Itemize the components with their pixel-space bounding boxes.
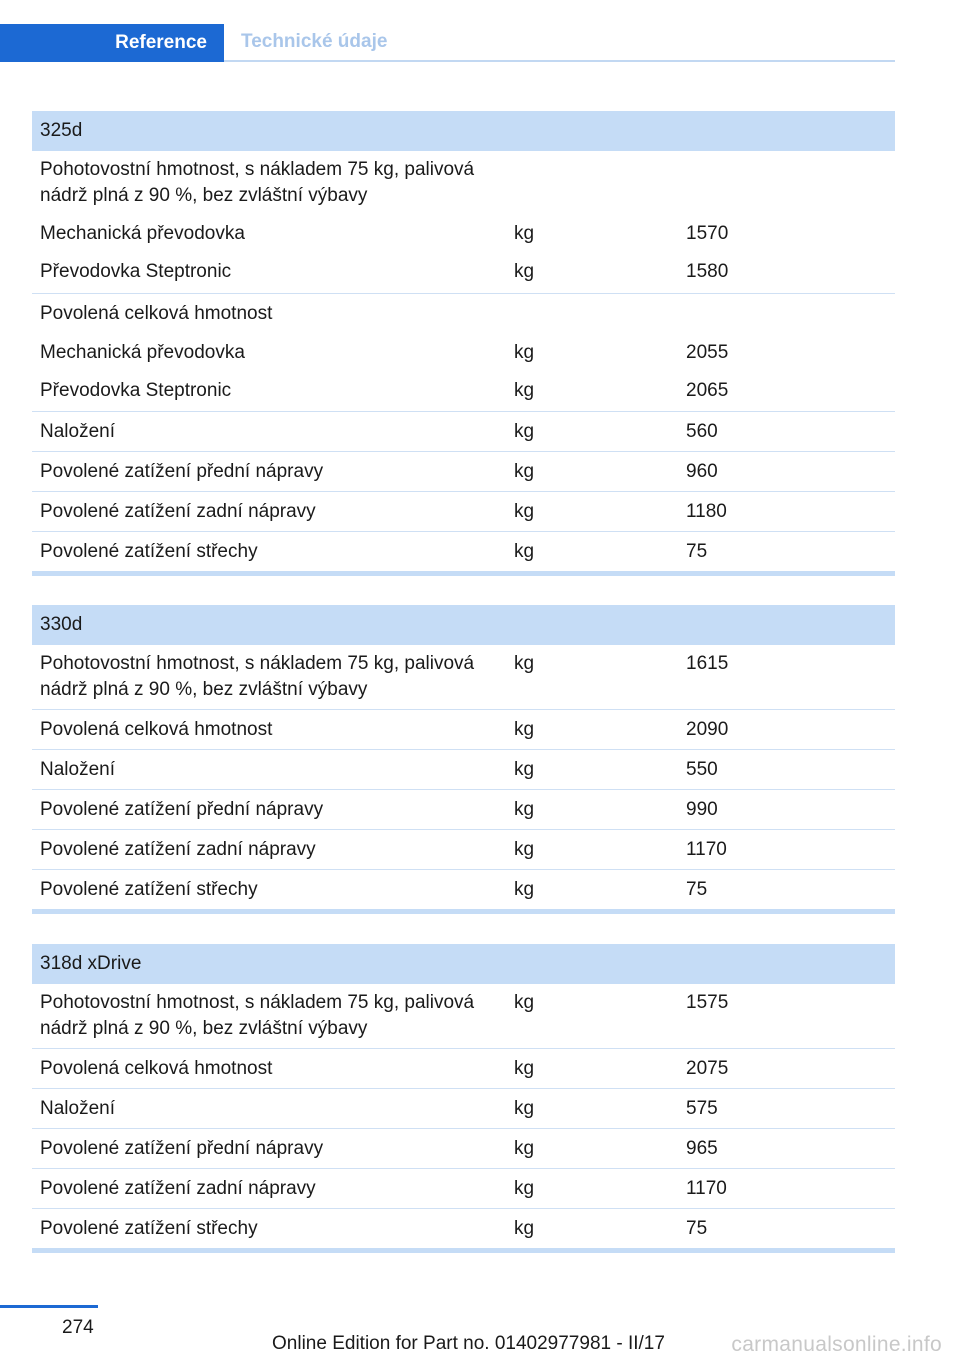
table-row xyxy=(32,830,895,870)
row-unit: kg xyxy=(514,1218,535,1239)
row-label: Naložení xyxy=(40,759,115,780)
row-unit xyxy=(514,157,686,215)
table-row xyxy=(32,870,895,909)
row-label: Mechanická převodovka xyxy=(40,223,245,244)
row-label: Pohotovostní hmotnost, s nákladem 75 kg, palivová nádrž plná z 90 %, bez zvláštní výbavy xyxy=(40,653,475,700)
row-unit: kg xyxy=(514,1058,535,1079)
row-label: Povolené zatížení přední nápravy xyxy=(40,799,324,820)
page-number: 274 xyxy=(62,1317,94,1338)
table-title: 330d xyxy=(32,605,895,645)
row-value: 1170 xyxy=(686,839,727,860)
table-row xyxy=(32,984,895,1049)
row-value: 550 xyxy=(686,759,718,780)
row-unit: kg xyxy=(514,223,535,244)
table-row xyxy=(32,452,895,492)
row-unit: kg xyxy=(514,261,535,282)
table-row xyxy=(32,1089,895,1129)
row-value: 2075 xyxy=(686,1058,729,1079)
row-value: 990 xyxy=(686,799,718,820)
table-row xyxy=(32,215,895,254)
row-unit: kg xyxy=(514,839,535,860)
row-value: 1615 xyxy=(686,653,729,674)
row-label: Povolené zatížení zadní nápravy xyxy=(40,501,316,522)
row-unit: kg xyxy=(514,799,535,820)
row-label: Povolená celková hmotnost xyxy=(40,1058,273,1079)
page-header xyxy=(0,24,895,62)
row-unit: kg xyxy=(514,501,535,522)
footer-rule xyxy=(0,1305,98,1308)
tab-reference[interactable]: Reference xyxy=(0,24,224,62)
row-value: 1180 xyxy=(686,501,727,522)
table-row xyxy=(32,151,895,215)
table-row xyxy=(32,372,895,412)
row-value: 1575 xyxy=(686,992,729,1013)
table-title: 318d xDrive xyxy=(32,944,895,984)
row-unit: kg xyxy=(514,541,535,562)
edition-note: Online Edition for Part no. 01402977981 - II/17 xyxy=(272,1333,665,1354)
row-label: Povolená celková hmotnost xyxy=(40,719,273,740)
row-unit: kg xyxy=(514,1178,535,1199)
table-row xyxy=(32,412,895,452)
table-row xyxy=(32,1049,895,1089)
row-value xyxy=(686,301,895,333)
row-label: Povolené zatížení střechy xyxy=(40,1218,258,1239)
row-label: Pohotovostní hmotnost, s nákladem 75 kg, palivová nádrž plná z 90 %, bez zvláštní výbavy xyxy=(40,159,475,206)
row-value: 2090 xyxy=(686,719,729,740)
row-unit: kg xyxy=(514,342,535,363)
row-label: Převodovka Steptronic xyxy=(40,261,232,282)
row-unit: kg xyxy=(514,653,535,674)
table-bottom-rule xyxy=(32,909,895,914)
row-unit: kg xyxy=(514,992,535,1013)
tab-technical-data[interactable]: Technické údaje xyxy=(241,31,388,52)
row-label: Mechanická převodovka xyxy=(40,342,245,363)
row-value: 2065 xyxy=(686,380,729,401)
row-label: Povolené zatížení zadní nápravy xyxy=(40,839,316,860)
row-unit: kg xyxy=(514,759,535,780)
row-value: 1580 xyxy=(686,261,729,282)
row-value: 1170 xyxy=(686,1178,727,1199)
row-value xyxy=(686,157,895,215)
spec-table-325d xyxy=(32,111,895,576)
row-label: Povolené zatížení zadní nápravy xyxy=(40,1178,316,1199)
row-value: 2055 xyxy=(686,342,729,363)
row-unit: kg xyxy=(514,719,535,740)
table-row xyxy=(32,1169,895,1209)
row-value: 965 xyxy=(686,1138,718,1159)
row-unit: kg xyxy=(514,1138,535,1159)
row-value: 560 xyxy=(686,421,718,442)
row-label: Převodovka Steptronic xyxy=(40,380,232,401)
row-label: Naložení xyxy=(40,421,115,442)
spec-table-318d-xdrive xyxy=(32,944,895,1253)
row-value: 575 xyxy=(686,1098,718,1119)
row-unit: kg xyxy=(514,461,535,482)
row-label: Povolené zatížení přední nápravy xyxy=(40,1138,324,1159)
row-label: Naložení xyxy=(40,1098,115,1119)
table-bottom-rule xyxy=(32,571,895,576)
table-row xyxy=(32,492,895,532)
table-row xyxy=(32,1209,895,1248)
row-value: 75 xyxy=(686,879,708,900)
row-value: 1570 xyxy=(686,223,729,244)
table-row xyxy=(32,532,895,571)
table-row xyxy=(32,710,895,750)
table-title: 325d xyxy=(32,111,895,151)
row-label: Povolené zatížení přední nápravy xyxy=(40,461,324,482)
table-row xyxy=(32,294,895,333)
row-value: 960 xyxy=(686,461,718,482)
table-row xyxy=(32,645,895,710)
table-row xyxy=(32,790,895,830)
row-unit: kg xyxy=(514,421,535,442)
row-label: Povolená celková hmotnost xyxy=(40,303,273,324)
spec-table-330d xyxy=(32,605,895,914)
row-value: 75 xyxy=(686,1218,708,1239)
table-row xyxy=(32,750,895,790)
table-bottom-rule xyxy=(32,1248,895,1253)
row-unit: kg xyxy=(514,879,535,900)
table-row xyxy=(32,333,895,372)
table-row xyxy=(32,254,895,294)
row-unit xyxy=(514,301,686,333)
row-label: Pohotovostní hmotnost, s nákladem 75 kg, palivová nádrž plná z 90 %, bez zvláštní výbavy xyxy=(40,992,475,1039)
row-label: Povolené zatížení střechy xyxy=(40,541,258,562)
row-value: 75 xyxy=(686,541,708,562)
table-row xyxy=(32,1129,895,1169)
watermark: carmanualsonline.info xyxy=(731,1333,942,1356)
row-unit: kg xyxy=(514,380,535,401)
row-unit: kg xyxy=(514,1098,535,1119)
row-label: Povolené zatížení střechy xyxy=(40,879,258,900)
